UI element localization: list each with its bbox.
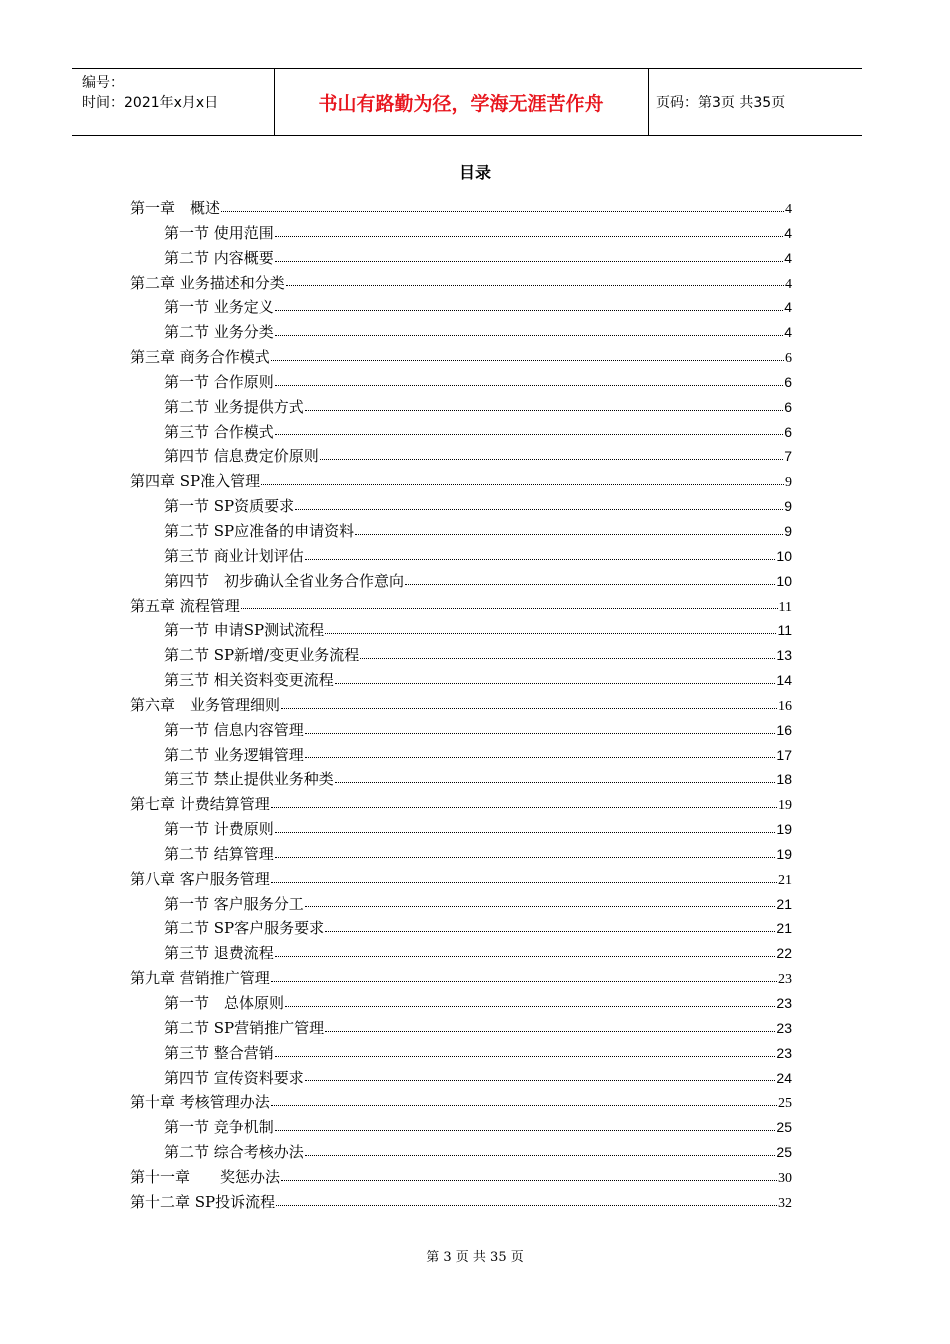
toc-section-entry[interactable] [130, 295, 792, 320]
toc-entry-page: 19 [776, 821, 792, 838]
toc-entry-page: 9 [784, 498, 792, 515]
toc-entry-page: 4 [784, 324, 792, 341]
toc-section-entry[interactable] [130, 420, 792, 445]
toc-entry-title: 第三节 禁止提供业务种类 [164, 770, 334, 789]
toc-chapter-entry[interactable] [130, 345, 792, 370]
toc-entry-title: 第一章 概述 [130, 199, 221, 217]
toc-section-entry[interactable] [130, 817, 792, 842]
toc-entry-title: 第四节 初步确认全省业务合作意向 [164, 571, 405, 590]
toc-leader-dots [241, 607, 778, 609]
toc-section-entry[interactable] [130, 1066, 792, 1091]
toc-section-entry[interactable] [130, 941, 792, 966]
time-label: 时间：2021年x月x日 [82, 95, 219, 111]
toc-section-entry[interactable] [130, 618, 792, 643]
toc-leader-dots [325, 1030, 775, 1032]
toc-leader-dots [275, 856, 776, 858]
toc-entry-title: 第三节 商业计划评估 [164, 546, 304, 565]
toc-entry-title: 第二节 SP应准备的申请资料 [164, 521, 355, 540]
toc-leader-dots [271, 359, 784, 361]
toc-section-entry[interactable] [130, 444, 792, 469]
toc-section-entry[interactable] [130, 1016, 792, 1041]
toc-entry-title: 第四节 信息费定价原则 [164, 447, 319, 466]
toc-section-entry[interactable] [130, 643, 792, 668]
toc-leader-dots [286, 284, 784, 286]
toc-leader-dots [275, 1055, 776, 1057]
toc-chapter-entry[interactable] [130, 693, 792, 718]
toc-leader-dots [271, 881, 777, 883]
toc-leader-dots [275, 384, 783, 386]
toc-chapter-entry[interactable] [130, 867, 792, 892]
toc-section-entry[interactable] [130, 370, 792, 395]
toc-chapter-entry[interactable] [130, 1190, 792, 1215]
header-motto: 书山有路勤为径，学海无涯苦作舟 [318, 92, 604, 115]
toc-entry-title: 第二节 业务逻辑管理 [164, 745, 304, 764]
toc-leader-dots [320, 458, 783, 460]
toc-leader-dots [295, 508, 783, 510]
toc-leader-dots [405, 583, 775, 585]
toc-leader-dots [305, 732, 776, 734]
toc-leader-dots [281, 1179, 777, 1181]
toc-entry-title: 第三节 合作模式 [164, 422, 274, 441]
toc-leader-dots [275, 1129, 776, 1131]
toc-chapter-entry[interactable] [130, 469, 792, 494]
toc-entry-page: 23 [776, 1019, 792, 1036]
toc-entry-title: 第二节 业务提供方式 [164, 397, 304, 416]
toc-entry-title: 第二节 SP营销推广管理 [164, 1018, 325, 1037]
header-divider [648, 69, 649, 135]
table-of-contents [130, 196, 792, 1215]
toc-leader-dots [276, 1204, 777, 1206]
toc-leader-dots [360, 657, 775, 659]
toc-entry-page: 4 [785, 276, 792, 292]
toc-leader-dots [275, 955, 776, 957]
toc-entry-page: 21 [776, 895, 792, 912]
toc-leader-dots [271, 980, 777, 982]
toc-section-entry[interactable] [130, 743, 792, 768]
toc-entry-page: 17 [776, 746, 792, 763]
toc-chapter-entry[interactable] [130, 271, 792, 296]
toc-leader-dots [335, 682, 776, 684]
toc-entry-page: 4 [784, 299, 792, 316]
toc-entry-title: 第四节 宣传资料要求 [164, 1068, 304, 1087]
toc-entry-page: 25 [778, 1096, 792, 1112]
toc-entry-title: 第一节 竞争机制 [164, 1118, 274, 1137]
toc-entry-page: 10 [776, 572, 792, 589]
toc-entry-page: 4 [785, 202, 792, 217]
toc-section-entry[interactable] [130, 1041, 792, 1066]
toc-entry-title: 第二节 内容概要 [164, 248, 274, 267]
toc-entry-page: 11 [777, 622, 792, 639]
toc-entry-title: 第二节 SP客户服务要求 [164, 919, 325, 938]
toc-entry-page: 19 [776, 845, 792, 862]
toc-section-entry[interactable] [130, 991, 792, 1016]
toc-section-entry[interactable] [130, 221, 792, 246]
header-page-label: 页码：第3页 共35页 [656, 95, 786, 111]
toc-entry-page: 25 [776, 1119, 792, 1136]
toc-entry-page: 6 [784, 398, 792, 415]
page-footer: 第 3 页 共 35 页 [426, 1250, 524, 1265]
toc-entry-page: 13 [776, 647, 792, 664]
toc-section-entry[interactable] [130, 569, 792, 594]
toc-leader-dots [355, 533, 783, 535]
toc-leader-dots [275, 433, 783, 435]
toc-entry-page: 21 [778, 872, 792, 888]
toc-section-entry[interactable] [130, 718, 792, 743]
toc-leader-dots [305, 409, 783, 411]
toc-entry-title: 第三节 整合营销 [164, 1043, 274, 1062]
toc-entry-title: 第三章 商务合作模式 [130, 348, 270, 367]
toc-entry-title: 第三节 相关资料变更流程 [164, 671, 334, 690]
toc-entry-title: 第五章 流程管理 [130, 596, 240, 615]
toc-chapter-entry[interactable] [130, 594, 792, 619]
toc-leader-dots [275, 260, 783, 262]
toc-entry-title: 第十二章 SP投诉流程 [130, 1192, 276, 1211]
toc-entry-page: 23 [776, 995, 792, 1011]
toc-entry-page: 10 [776, 547, 792, 564]
toc-leader-dots [305, 558, 776, 560]
toc-entry-page: 11 [778, 599, 792, 615]
toc-entry-page: 23 [778, 972, 792, 988]
toc-entry-page: 16 [778, 698, 792, 714]
toc-leader-dots [275, 334, 783, 336]
toc-section-entry[interactable] [130, 767, 792, 792]
toc-leader-dots [305, 756, 776, 758]
toc-section-entry[interactable] [130, 246, 792, 271]
toc-entry-title: 第二节 结算管理 [164, 844, 274, 863]
toc-entry-page: 6 [784, 423, 792, 440]
toc-entry-page: 30 [778, 1170, 792, 1186]
toc-entry-page: 19 [778, 798, 792, 814]
toc-chapter-entry[interactable] [130, 966, 792, 991]
toc-entry-title: 第四章 SP准入管理 [130, 472, 261, 491]
toc-entry-page: 16 [776, 721, 792, 738]
toc-leader-dots [305, 1154, 776, 1156]
toc-section-entry[interactable] [130, 892, 792, 917]
toc-section-entry[interactable] [130, 494, 792, 519]
toc-title: 目录 [458, 163, 491, 182]
toc-entry-title: 第八章 客户服务管理 [130, 869, 270, 888]
toc-section-entry[interactable] [130, 544, 792, 569]
toc-entry-title: 第二节 SP新增/变更业务流程 [164, 646, 360, 665]
toc-leader-dots [305, 1079, 776, 1081]
toc-leader-dots [261, 483, 784, 485]
toc-leader-dots [335, 781, 776, 783]
toc-leader-dots [271, 1104, 777, 1106]
toc-leader-dots [325, 632, 776, 634]
toc-entry-page: 23 [776, 1044, 792, 1061]
toc-entry-page: 18 [776, 771, 792, 788]
toc-entry-page: 32 [778, 1195, 792, 1211]
toc-entry-title: 第七章 计费结算管理 [130, 795, 270, 814]
toc-chapter-entry[interactable] [130, 792, 792, 817]
toc-section-entry[interactable] [130, 519, 792, 544]
toc-entry-page: 24 [776, 1069, 792, 1086]
toc-leader-dots [275, 831, 776, 833]
toc-entry-title: 第一节 业务定义 [164, 298, 274, 317]
toc-entry-title: 第三节 退费流程 [164, 944, 274, 963]
toc-section-entry[interactable] [130, 1140, 792, 1165]
toc-leader-dots [281, 707, 777, 709]
toc-entry-title: 第一节 SP资质要求 [164, 497, 295, 516]
toc-entry-title: 第十一章 奖惩办法 [130, 1167, 281, 1186]
toc-entry-page: 25 [776, 1144, 792, 1161]
header-meta [82, 73, 277, 113]
toc-chapter-entry[interactable] [130, 1165, 792, 1190]
toc-entry-page: 4 [784, 224, 792, 241]
number-label: 编号： [82, 75, 124, 91]
toc-entry-page: 6 [784, 373, 792, 390]
toc-entry-title: 第一节 使用范围 [164, 223, 274, 242]
toc-entry-title: 第十章 考核管理办法 [130, 1093, 270, 1112]
toc-entry-page: 14 [776, 672, 792, 689]
toc-leader-dots [275, 235, 783, 237]
toc-leader-dots [221, 210, 784, 212]
toc-section-entry[interactable] [130, 395, 792, 420]
toc-entry-title: 第二节 综合考核办法 [164, 1143, 304, 1162]
toc-section-entry[interactable] [130, 1115, 792, 1140]
toc-entry-page: 9 [785, 475, 792, 491]
toc-entry-page: 6 [785, 351, 792, 367]
toc-chapter-entry[interactable] [130, 1090, 792, 1115]
toc-entry-page: 9 [784, 522, 792, 539]
toc-entry-page: 21 [776, 920, 792, 937]
toc-leader-dots [305, 905, 776, 907]
toc-entry-title: 第一节 客户服务分工 [164, 894, 304, 913]
toc-leader-dots [325, 930, 775, 932]
toc-entry-page: 7 [784, 448, 792, 465]
toc-entry-title: 第一节 信息内容管理 [164, 720, 304, 739]
toc-section-entry[interactable] [130, 842, 792, 867]
toc-entry-title: 第一节 总体原则 [164, 994, 285, 1012]
toc-leader-dots [275, 309, 783, 311]
toc-entry-title: 第二章 业务描述和分类 [130, 273, 285, 292]
toc-entry-title: 第二节 业务分类 [164, 323, 274, 342]
toc-section-entry[interactable] [130, 320, 792, 345]
toc-entry-title: 第一节 申请SP测试流程 [164, 621, 325, 640]
toc-chapter-entry[interactable] [130, 196, 792, 221]
toc-entry-page: 4 [784, 249, 792, 266]
toc-section-entry[interactable] [130, 916, 792, 941]
toc-entry-title: 第六章 业务管理细则 [130, 695, 281, 714]
toc-entry-title: 第一节 合作原则 [164, 372, 274, 391]
toc-leader-dots [271, 806, 777, 808]
toc-entry-title: 第一节 计费原则 [164, 820, 274, 839]
page-header [72, 68, 862, 136]
toc-entry-page: 22 [776, 945, 792, 962]
toc-section-entry[interactable] [130, 668, 792, 693]
toc-leader-dots [285, 1005, 775, 1007]
toc-entry-title: 第九章 营销推广管理 [130, 969, 270, 988]
